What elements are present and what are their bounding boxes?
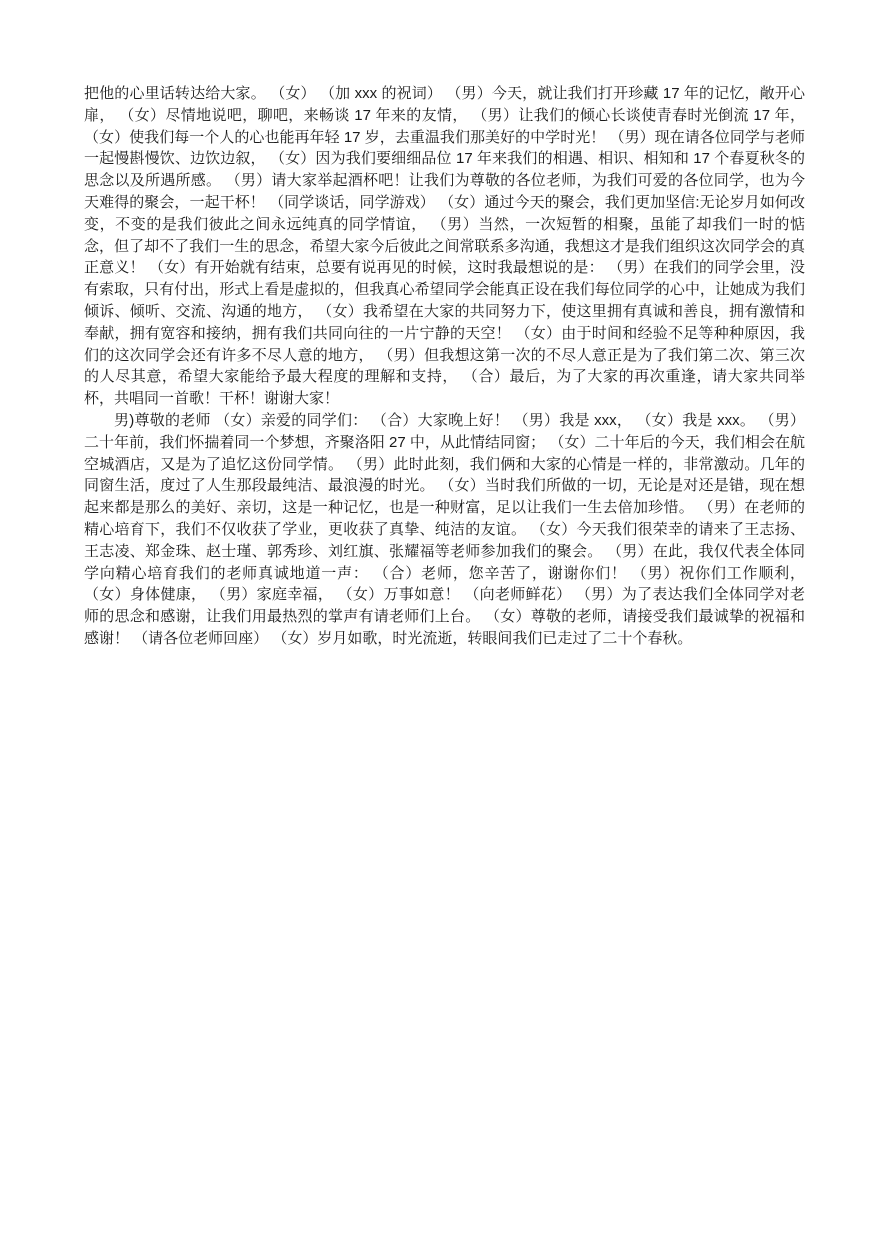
document-text-block [84,83,805,650]
paragraph-reunion-script-part-1: 把他的心里话转达给大家。 （女） （加 xxx 的祝词） （男）今天，就让我们打开珍藏 17 年的记忆，敞开心扉， （女）尽情地说吧，聊吧，来畅谈 17 年来的友情， （男）让我们的倾心长谈使青春时光倒流 17 年， （女）使我们每一个人的心也能再年轻 17 岁，去重温我们那美好的中学时光！ （男）现在请各位同学与老师一起慢斟慢饮、边饮边叙， （女）因为我们要细细品位 17 年来我们的相遇、相识、相知和 17 个春夏秋冬的思念以及所遇所感。 （男）请大家举起酒杯吧！让我们为尊敬的各位老师，为我们可爱的各位同学，也为今天难得的聚会，一起干杯！ （同学谈话，同学游戏） （女）通过今天的聚会，我们更加坚信:无论岁月如何改变，不变的是我们彼此之间永远纯真的同学情谊， （男）当然，一次短暂的相聚，虽能了却我们一时的惦念，但了却不了我们一生的思念，希望大家今后彼此之间常联系多沟通，我想这才是我们组织这次同学会的真正意义！ （女）有开始就有结束，总要有说再见的时候，这时我最想说的是： （男）在我们的同学会里，没有索取，只有付出，形式上看是虚拟的，但我真心希望同学会能真正设在我们每位同学的心中，让她成为我们倾诉、倾听、交流、沟通的地方， （女）我希望在大家的共同努力下，使这里拥有真诚和善良，拥有激情和奉献，拥有宽容和接纳，拥有我们共同向往的一片宁静的天空！ （女）由于时间和经验不足等种种原因，我们的这次同学会还有许多不尽人意的地方， （男）但我想这第一次的不尽人意正是为了我们第二次、第三次的人尽其意，希望大家能给予最大程度的理解和支持， （合）最后，为了大家的再次重逢，请大家共同举杯，共唱同一首歌！干杯！谢谢大家！ [84,85,805,408]
paragraph-reunion-script-part-2: 男)尊敬的老师 （女）亲爱的同学们： （合）大家晚上好！ （男）我是 xxx， （女）我是 xxx。 （男）二十年前，我们怀揣着同一个梦想，齐聚洛阳 27 中，从此情结同窗； （女）二十年后的今天，我们相会在航空城酒店，又是为了追忆这份同学情。 （男）此时此刻，我们俩和大家的心情是一样的，非常激动。几年的同窗生活，度过了人生那段最纯洁、最浪漫的时光。 （女）当时我们所做的一切，无论是对还是错，现在想起来都是那么的美好、亲切，这是一种记忆，也是一种财富，足以让我们一生去倍加珍惜。 （男）在老师的精心培育下，我们不仅收获了学业，更收获了真挚、纯洁的友谊。 （女）今天我们很荣幸的请来了王志扬、王志凌、郑金珠、赵士瑾、郭秀珍、刘红旗、张耀福等老师参加我们的聚会。 （男）在此，我仅代表全体同学向精心培育我们的老师真诚地道一声： （合）老师，您辛苦了，谢谢你们！ （男）祝你们工作顺利， （女）身体健康， （男）家庭幸福， （女）万事如意！ （向老师鲜花） （男）为了表达我们全体同学对老师的思念和感谢，让我们用最热烈的掌声有请老师们上台。 （女）尊敬的老师，请接受我们最诚挚的祝福和感谢！ （请各位老师回座） （女）岁月如歌，时光流逝，转眼间我们已走过了二十个春秋。 [84,411,805,647]
